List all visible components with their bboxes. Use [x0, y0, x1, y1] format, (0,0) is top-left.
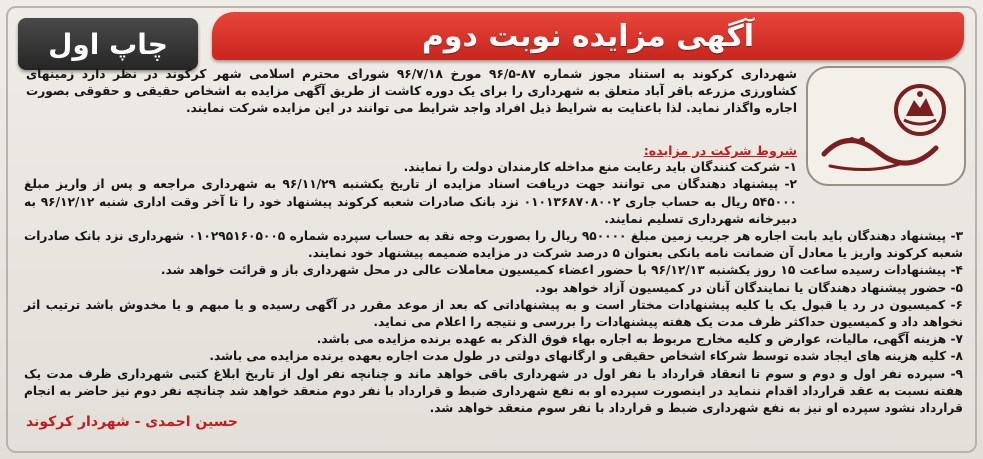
condition-item: ۴- پیشنهادات رسیده ساعت ۱۵ روز یکشنبه ۹۶/۱۲/۱۳ با حضور اعضاء کمیسیون معاملات عالی در محل شهرداری باز و قرائت خواهد شد.: [160, 263, 963, 278]
signature-line: حسین احمدی - شهردار کرکوند: [26, 414, 239, 430]
ad-title: آگهی مزایده نوبت دوم: [421, 18, 755, 54]
conditions-heading: شروط شرکت در مزایده:: [643, 143, 797, 158]
condition-item: ۸- کلیه هزینه های ایجاد شده توسط شرکاء اشخاص حقیقی و ارگانهای دولتی در طول مدت اجاره بعهده برنده مزایده می باشد.: [209, 349, 963, 364]
condition-item: ۹- سپرده نفر اول و دوم و سوم تا انعقاد قرارداد با نفر اول در شهرداری باقی خواهد ماند و چنانچه نفر اول از تاریخ ابلاغ کتبی شهرداری ظرف مدت یک هفته نسبت به عقد قرارداد اقدام ننماید در اینصورت سپرده او به نفع شهرداری ضبط و قرارداد با نفر دوم منعقد خواهد شد چنانچه نفر دوم نیز حاضر به انجام قرارداد نشود سپرده او نیز به نفع شهرداری ضبط و قرارداد با نفر سوم منعقد خواهد شد.: [24, 366, 963, 416]
print-edition-label: چاپ اول: [48, 27, 168, 61]
condition-item: ۲- پیشنهاد دهندگان می توانند جهت دریافت اسناد مزایده از تاریخ یکشنبه ۹۶/۱۱/۲۹ به شهرداری مراجعه و پس از واریز مبلغ ۵۴۵۰۰۰ ریال به حساب جاری ۰۱۰۱۳۶۸۷۰۸۰۰۲ نزد بانک صادرات شعبه کرکوند پیشنهاد خود را تا آخر وقت اداری شنبه ۹۶/۱۲/۱۲ به دبیرخانه شهرداری تسلیم نمایند.: [24, 177, 797, 226]
intro-paragraph: شهرداری کرکوند به استناد مجوز شماره ۸۷-۹۶/۵ مورخ ۹۶/۷/۱۸ شورای محترم اسلامی شهر کرکوند در نظر دارد زمینهای کشاورزی مزرعه باقر آباد متعلق به شهرداری را برای یک دوره کاشت از طریق آگهی مزایده به اشخاص حقیقی و حقوقی بصورت اجاره واگذار نماید. لذا باعنایت به شرایط ذیل افراد واجد شرایط می توانند در این مزایده شرکت نمایند.: [26, 67, 797, 116]
condition-item: ۶- کمیسیون در رد یا قبول یک یا کلیه پیشنهادات مختار است و به پیشنهاداتی که بعد از موعد مقرر در آگهی رسیده و یا مبهم و یا مخدوش باشد ترتیب اثر نخواهد داد و کمیسیون حداکثر ظرف مدت یک هفته پیشنهادات را بررسی و نتیجه را اعلام می نماید.: [24, 297, 963, 330]
condition-item: ۷- هزینه آگهی، مالیات، عوارض و کلیه مخارج مربوط به اجاره بهاء فوق الذکر به عهده برنده مزایده می باشد.: [316, 332, 963, 347]
condition-item: ۳- پیشنهاد دهندگان باید بابت اجاره هر جریب زمین مبلغ ۹۵۰۰۰۰ ریال را بصورت وجه نقد به حساب سپرده شماره ۰۱۰۲۹۵۱۶۰۵۰۰۵ شهرداری نزد بانک صادرات شعبه کرکوند واریز یا معادل آن ضمانت نامه بانکی بعنوان ۵ درصد شرکت در مزایده ضمیمه پیشنهاد خود نمایند.: [24, 229, 964, 261]
conditions-section: [24, 142, 963, 417]
print-edition-badge: [18, 18, 198, 70]
condition-item: ۵- حضور پیشنهاد دهندگان یا نمایندگان آنان در کمیسیون آزاد خواهد بود.: [535, 280, 963, 295]
title-banner: [212, 12, 964, 60]
condition-item: ۱- شرکت کنندگان باید رعایت منع مداخله کارمندان دولت را نمایند.: [403, 160, 797, 175]
